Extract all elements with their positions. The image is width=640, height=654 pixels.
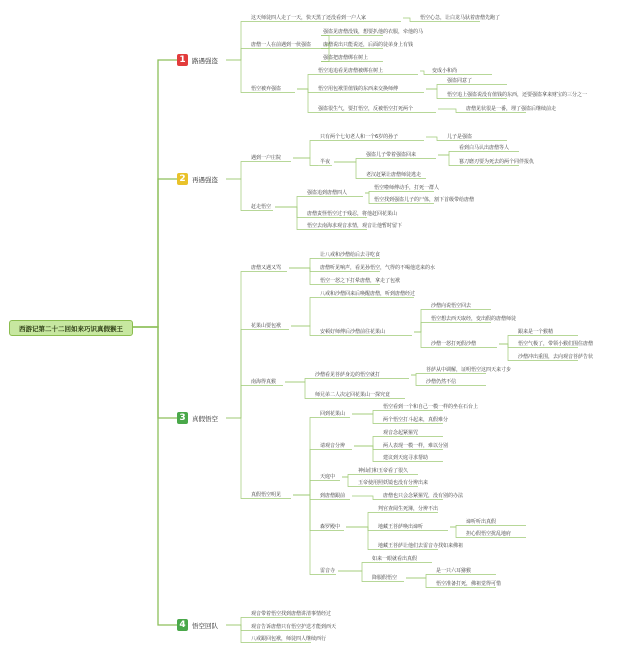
mind-map-node[interactable]: 沙僧仍然不信: [426, 379, 457, 385]
mind-map-node[interactable]: 安顿好师傅后沙僧前往花果山: [320, 329, 386, 335]
mind-map-node[interactable]: 跟来是一个猴精: [518, 329, 554, 335]
mind-map-node[interactable]: 回到花果山: [320, 411, 346, 417]
node-connector: [226, 625, 249, 643]
node-connector: [354, 446, 381, 450]
node-connector: [342, 477, 356, 487]
section-3-title: 真假悟空: [192, 414, 218, 423]
node-connector: [226, 49, 249, 61]
mind-map-node[interactable]: 到唐僧跟前: [320, 493, 346, 499]
root-node[interactable]: 西游记第二十二回如来巧识真假猴王: [9, 320, 133, 336]
node-connector: [226, 418, 249, 499]
mind-map-node[interactable]: 唐僧责怪悟空过于残忍，将他赶回花果山: [307, 211, 398, 217]
mind-map-node[interactable]: 强盗见唐僧没钱，想要扒他的衣服，牵他的马: [323, 29, 424, 35]
node-connector: [346, 527, 376, 531]
mind-map-node[interactable]: 地藏王菩萨唤出谛听: [378, 524, 424, 530]
section-1-title: 路遇强盗: [192, 56, 218, 65]
mind-map-node[interactable]: 唐僧说出只能说还，后面的徒弟身上有钱: [323, 42, 414, 48]
mind-map-node[interactable]: 强盗把唐僧绑在树上: [323, 55, 369, 61]
node-connector: [226, 386, 249, 419]
node-connector: [411, 375, 424, 386]
node-connector: [406, 575, 434, 579]
mind-map-node[interactable]: 悟空准备打死，佛祖觉得可惜: [436, 581, 502, 587]
node-connector: [334, 162, 364, 179]
node-connector: [403, 18, 418, 22]
node-connector: [293, 141, 318, 159]
section-4-node[interactable]: [177, 618, 218, 632]
node-connector: [438, 155, 457, 166]
section-1-number: 1: [177, 54, 188, 66]
node-connector: [499, 344, 516, 361]
node-connector: [275, 197, 305, 208]
section-3-node[interactable]: [177, 411, 218, 425]
node-connector: [414, 310, 429, 333]
mind-map-node[interactable]: 降服假悟空: [372, 575, 398, 581]
mind-map-node[interactable]: 让八戒和沙僧给后去寻吃食: [320, 252, 381, 258]
node-connector: [275, 207, 305, 230]
mind-map-node[interactable]: 沙僧向说悟空回去: [431, 303, 472, 309]
node-connector: [226, 272, 249, 419]
mind-map-node[interactable]: 唐僧听见响声，看见孙悟空，气得的不喝他送来的水: [320, 265, 436, 271]
mind-map-node[interactable]: 天庭中: [320, 474, 336, 480]
mind-map-node[interactable]: 唐僧又遇又骂: [251, 265, 282, 271]
mind-map-node[interactable]: 八戒跟回包袱，师徒四人继续西行: [251, 636, 327, 642]
mind-map-node[interactable]: 强盗追到唐僧四人: [307, 190, 348, 196]
node-connector: [406, 578, 434, 588]
mind-map-node[interactable]: 悟空一怒之下打晕唐僧，拿走了包袱: [320, 278, 401, 284]
root-connector: [131, 327, 177, 418]
node-connector: [426, 89, 445, 99]
node-connector: [352, 496, 381, 500]
node-connector: [285, 379, 313, 383]
mind-map-node[interactable]: 神仙们和玉帝看了很久: [358, 468, 409, 474]
mind-map-node[interactable]: 建议到天庭寻求帮助: [383, 455, 429, 461]
mind-map-node[interactable]: 看到白马认出唐僧等人: [459, 145, 510, 151]
mind-map-node[interactable]: 判官查阅生死簿，分辨不出: [378, 506, 439, 512]
section-3-number: 3: [177, 412, 188, 424]
node-connector: [226, 162, 249, 180]
node-connector: [293, 418, 318, 496]
node-connector: [499, 344, 516, 348]
node-connector: [420, 71, 430, 75]
node-connector: [426, 85, 445, 90]
mind-map-node[interactable]: 担心假悟空扰乱地府: [466, 531, 512, 537]
node-connector: [297, 75, 316, 90]
mind-map-node[interactable]: 老汉赶紧让唐僧师徒逃走: [366, 172, 422, 178]
mind-map-node[interactable]: 如来一眼就看出真假: [372, 556, 418, 562]
node-connector: [291, 298, 318, 327]
mind-map-node[interactable]: 半夜: [320, 159, 331, 165]
mind-map-node[interactable]: 赶走悟空: [251, 204, 272, 210]
node-connector: [438, 152, 457, 156]
section-4-number: 4: [177, 619, 188, 631]
mind-map-node[interactable]: 师兄弟二人决定回花果山一探究竟: [315, 392, 391, 398]
node-connector: [414, 332, 429, 348]
mind-map-node[interactable]: 两个悟空打斗起来，真假难分: [383, 417, 449, 423]
mind-map-node[interactable]: 南海得真猴: [251, 379, 277, 385]
mind-map-node[interactable]: 遇到一户庄院: [251, 155, 282, 161]
node-connector: [293, 495, 318, 500]
mind-map-node[interactable]: 悟空被弃强盗: [251, 86, 282, 92]
mind-map-node[interactable]: 唐僧见状很是一番，埋了强盗后继续前走: [466, 106, 557, 112]
node-connector: [226, 625, 249, 631]
node-connector: [293, 495, 318, 575]
node-connector: [352, 414, 381, 424]
node-connector: [291, 326, 318, 336]
mind-map-node[interactable]: 唐僧也只会念紧箍咒，没有别的办法: [383, 493, 464, 499]
node-connector: [342, 475, 356, 478]
node-connector: [293, 481, 318, 496]
mind-map-node[interactable]: 悟空追上强盗说没有值钱的东西，还要强盗拿来财宝的三分之一: [447, 92, 588, 98]
mind-map-node[interactable]: 强盗很生气，要打悟空，反被悟空打死两个: [318, 106, 414, 112]
node-connector: [293, 158, 318, 166]
node-connector: [289, 268, 318, 272]
mind-map-node[interactable]: 八戒和沙僧回来后唤醒唐僧，听到唐僧经过: [320, 291, 416, 297]
mind-map-node[interactable]: 是一只六耳猕猴: [436, 568, 472, 574]
node-connector: [285, 382, 313, 399]
mind-map-node[interactable]: 悟空用包袱里值钱的东西来交换师傅: [318, 86, 399, 92]
mind-map-node[interactable]: 两人表现一模一样，难以分别: [383, 443, 449, 449]
node-connector: [354, 437, 381, 447]
mind-map-node[interactable]: 菩萨从中调解，证明悟空这四天来寸步: [426, 367, 512, 373]
mind-map-node[interactable]: 变成小和尚: [432, 68, 458, 74]
mind-map-node[interactable]: 沙僧看见菩萨身边的悟空就打: [315, 372, 381, 378]
mind-map-node[interactable]: 悟空啦师傅动手，打死一群人: [374, 185, 440, 191]
mind-map-node[interactable]: 森罗殿中: [320, 524, 341, 530]
root-connector: [131, 60, 177, 327]
mind-map-node[interactable]: 儿子是强盗: [447, 134, 473, 140]
node-connector: [226, 179, 249, 211]
mind-map-node[interactable]: 悟空想去西天取经，变出假的唐僧师徒: [431, 316, 517, 322]
mind-map-node[interactable]: 篡刀磨刃要为死去的两个同伴报仇: [459, 159, 535, 165]
section-2-node[interactable]: [177, 172, 218, 186]
mind-map-node[interactable]: 悟空看到一个和自己一模一样的坐在石台上: [383, 404, 479, 410]
mind-map-node[interactable]: 观音带着悟空找到唐僧讲清事情经过: [251, 611, 332, 617]
node-connector: [293, 495, 318, 531]
mind-map-node[interactable]: 花果山要包袱: [251, 323, 282, 329]
mind-map-node[interactable]: 请观音分辨: [320, 443, 346, 449]
mind-map-node[interactable]: 地藏王菩萨让他们去雷音寺找如来佛祖: [378, 543, 464, 549]
root-connector: [131, 179, 177, 327]
mind-map-node[interactable]: 沙僧冲出重围，去向观音菩萨告状: [518, 354, 594, 360]
mind-map-node[interactable]: 谛听听出真假: [466, 519, 497, 525]
mind-map-node[interactable]: 沙僧一怒打死假沙僧: [431, 341, 477, 347]
node-connector: [438, 109, 464, 113]
section-1-node[interactable]: [177, 53, 218, 67]
node-connector: [352, 411, 381, 415]
mind-map-node[interactable]: 强盗同意了: [447, 78, 473, 84]
root-connector: [131, 327, 177, 625]
mind-map-node[interactable]: 玉帝使用照妖镜也没有分辨出来: [358, 480, 429, 486]
node-connector: [226, 60, 249, 93]
node-connector: [338, 571, 370, 582]
mind-map-node[interactable]: 这天师徒四人走了一天，快天黑了还没看到一户人家: [251, 15, 367, 21]
node-connector: [297, 89, 316, 93]
node-connector: [226, 330, 249, 419]
mind-map-node[interactable]: 观音念起紧箍咒: [383, 430, 419, 436]
node-connector: [450, 527, 464, 538]
mind-map-node[interactable]: 悟空追追看见唐僧被绑在树上: [318, 68, 384, 74]
mind-map-node[interactable]: 悟空气极了，带领小猴们围住唐僧: [518, 341, 594, 347]
mind-map-node[interactable]: 悟空心急，让白龙马驮着唐僧先跑了: [420, 15, 501, 21]
mind-map-node[interactable]: 强盗儿子带着强盗回来: [366, 152, 417, 158]
section-2-title: 再遇强盗: [192, 175, 218, 184]
mind-map-node[interactable]: 雷音寺: [320, 568, 336, 574]
section-4-title: 悟空回队: [192, 621, 218, 630]
node-connector: [338, 563, 370, 572]
node-connector: [226, 618, 249, 626]
mind-map-node[interactable]: 只有两个七旬老人和一个6岁的孙子: [320, 134, 399, 140]
node-connector: [414, 323, 429, 333]
node-connector: [289, 268, 318, 285]
mind-map-node[interactable]: 悟空找到强盗儿子的尸体，割下首级带给唐僧: [374, 197, 475, 203]
node-connector: [334, 159, 364, 163]
node-connector: [289, 259, 318, 269]
node-connector: [293, 450, 318, 496]
node-connector: [226, 22, 249, 61]
node-connector: [354, 446, 381, 462]
node-connector: [499, 336, 516, 345]
mind-map-node[interactable]: 悟空去南海求观音求情，观音让他暂时留下: [307, 223, 403, 229]
node-connector: [365, 193, 372, 204]
mind-map-node[interactable]: 真假悟空明见: [251, 492, 282, 498]
node-connector: [346, 513, 376, 528]
node-connector: [426, 137, 445, 141]
section-2-number: 2: [177, 173, 188, 185]
mind-map-node[interactable]: 观音告诉唐僧只有悟空护送才能到西天: [251, 624, 337, 630]
mind-map-node[interactable]: 唐僧一人在前遇到一伙强盗: [251, 42, 312, 48]
node-connector: [275, 207, 305, 218]
